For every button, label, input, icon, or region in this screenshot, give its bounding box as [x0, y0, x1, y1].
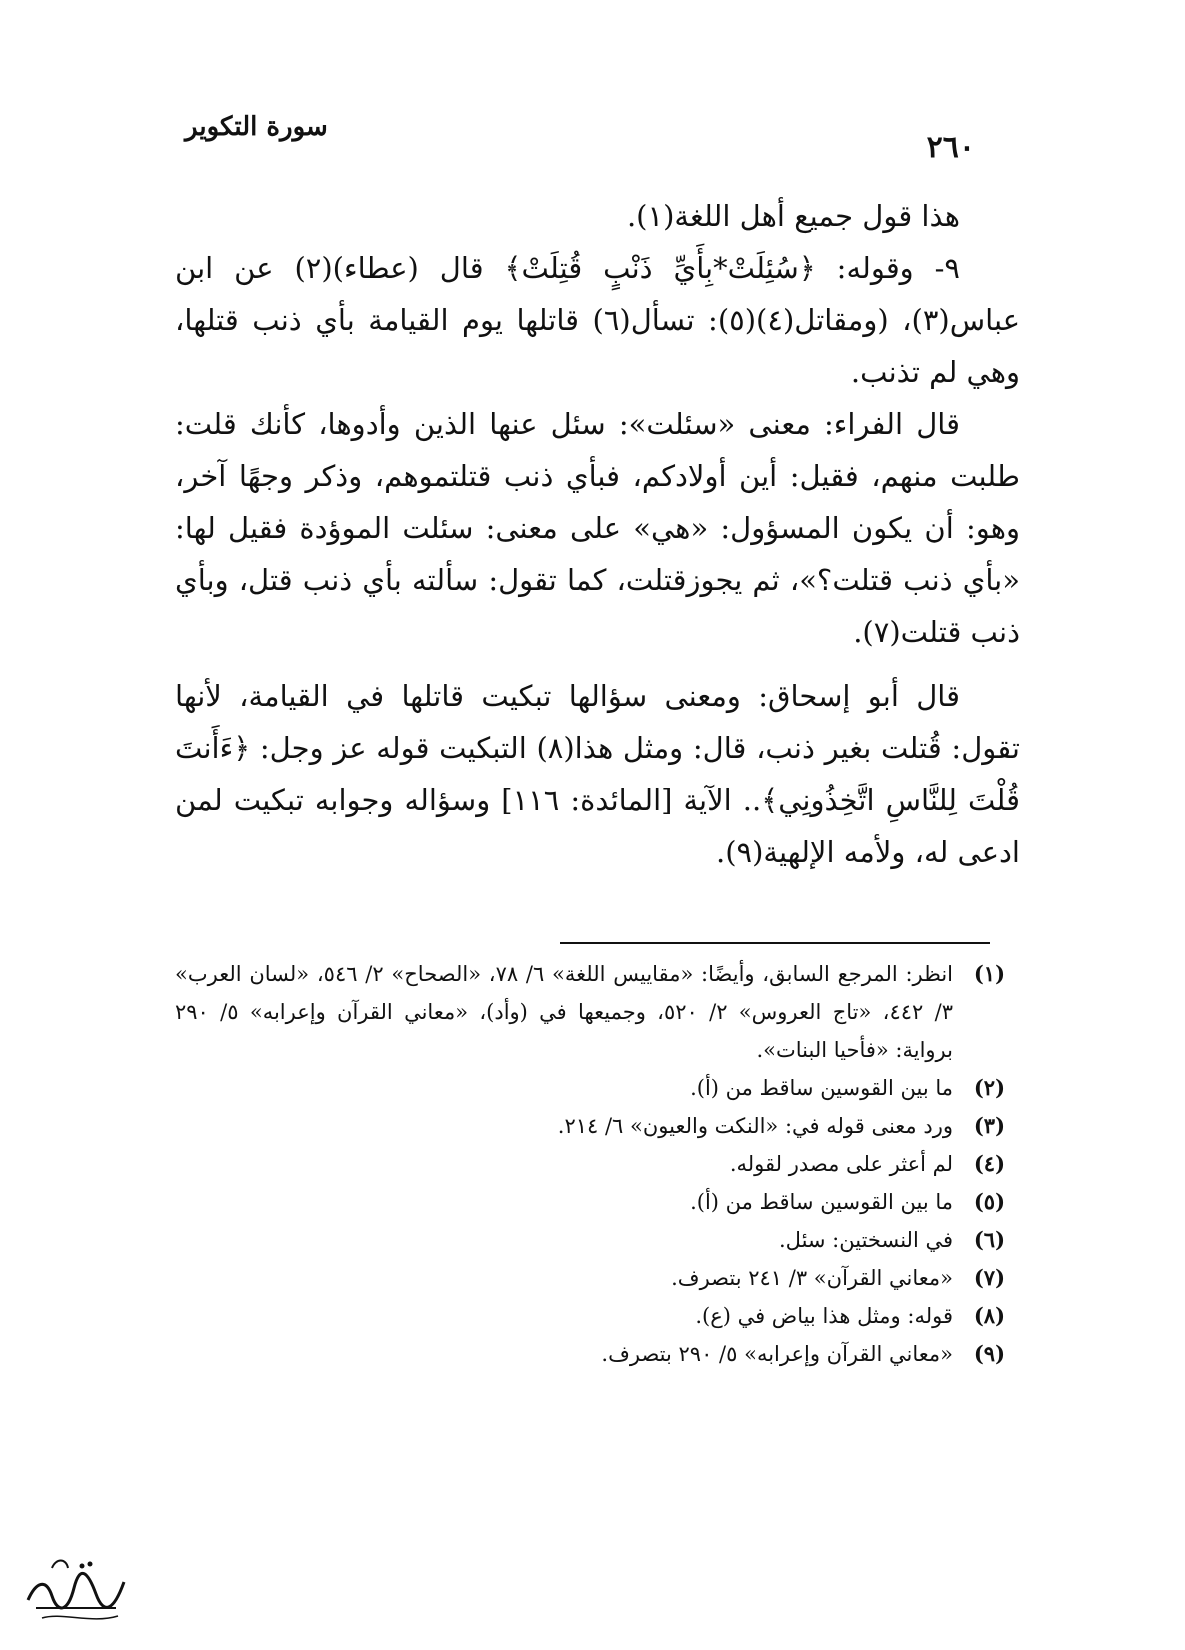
footnote-item — [175, 1069, 1005, 1107]
main-text — [175, 190, 1020, 878]
footnote-text: «معاني القرآن وإعرابه» ٥/ ٢٩٠ بتصرف. — [601, 1342, 953, 1366]
footnote-item — [175, 1145, 1005, 1183]
paragraph: قال الفراء: معنى «سئلت»: سئل عنها الذين وأدوها، كأنك قلت: طلبت منهم، فقيل: أين أولادكم، فبأي ذنب قتلتموهم، وذكر وجهًا آخر، وهو: أن يكون المسؤول: «هي» على معنى: سئلت الموؤدة فقيل لها: «بأي ذنب قتلت؟»، ثم يجوزقتلت، كما تقول: سألته بأي ذنب قتل، وبأي ذنب قتلت(٧). — [175, 407, 1020, 649]
footnote-number: (٤) — [973, 1151, 1005, 1176]
footnote-item — [175, 1221, 1005, 1259]
footnote-text: ما بين القوسين ساقط من (أ). — [690, 1076, 953, 1100]
footnote-item — [175, 1297, 1005, 1335]
footnote-text: قوله: ومثل هذا بياض في (ع). — [695, 1304, 953, 1328]
footnote-number: (٩) — [973, 1341, 1005, 1366]
footnote-text: في النسختين: سئل. — [779, 1228, 953, 1252]
footnote-number: (٥) — [973, 1189, 1005, 1214]
footnote-text: ورد معنى قوله في: «النكت والعيون» ٦/ ٢١٤. — [557, 1114, 953, 1138]
footnote-text: ما بين القوسين ساقط من (أ). — [690, 1190, 953, 1214]
footnote-item — [175, 1259, 1005, 1297]
footnote-number: (٦) — [973, 1227, 1005, 1252]
footnotes — [175, 955, 1005, 1373]
paragraph: هذا قول جميع أهل اللغة(١). — [626, 199, 960, 233]
footnote-text: لم أعثر على مصدر لقوله. — [729, 1152, 953, 1176]
footnote-number: (٧) — [973, 1265, 1005, 1290]
footnote-item — [175, 1183, 1005, 1221]
page-header — [185, 112, 975, 165]
footnote-number: (٨) — [973, 1303, 1005, 1328]
footnote-item — [175, 1107, 1005, 1145]
paragraph: ٩- وقوله: ﴿سُئِلَتْ*بِأَيِّ ذَنْبٍ قُتِلَتْ﴾ قال (عطاء)(٢) عن ابن عباس(٣)، (ومقاتل(٤)(٥): تسأل(٦) قاتلها يوم القيامة بأي ذنب قتلها، وهي لم تذنب. — [175, 251, 1020, 389]
almostaha-logo-icon — [22, 1552, 130, 1632]
page-number: ٢٦٠ — [926, 130, 975, 165]
surah-title: سورة التكوير — [185, 112, 328, 142]
logo-calligraphy — [22, 1552, 130, 1632]
footnote-text: «معاني القرآن» ٣/ ٢٤١ بتصرف. — [671, 1266, 953, 1290]
footnote-item — [175, 1335, 1005, 1373]
footnote-number: (٢) — [973, 1075, 1005, 1100]
footnote-divider — [560, 942, 990, 944]
footnote-text: انظر: المرجع السابق، وأيضًا: «مقاييس اللغة» ٦/ ٧٨، «الصحاح» ٢/ ٥٤٦، «لسان العرب» ٣/ ٤٤٢، «تاج العروس» ٢/ ٥٢٠، وجميعها في (وأد)، «معاني القرآن وإعرابه» ٥/ ٢٩٠ برواية: «فأحيا البنات». — [175, 962, 954, 1062]
paragraph: قال أبو إسحاق: ومعنى سؤالها تبكيت قاتلها في القيامة، لأنها تقول: قُتلت بغير ذنب، قال: ومثل هذا(٨) التبكيت قوله عز وجل: ﴿ءَأَنتَ قُلْتَ لِلنَّاسِ اتَّخِذُونِي﴾.. الآية [المائدة: ١١٦] وسؤاله وجوابه تبكيت لمن ادعى له، ولأمه الإلهية(٩). — [175, 679, 1020, 869]
footnote-number: (١) — [973, 961, 1005, 986]
footnote-number: (٣) — [973, 1113, 1005, 1138]
footnote-item — [175, 955, 1005, 1069]
